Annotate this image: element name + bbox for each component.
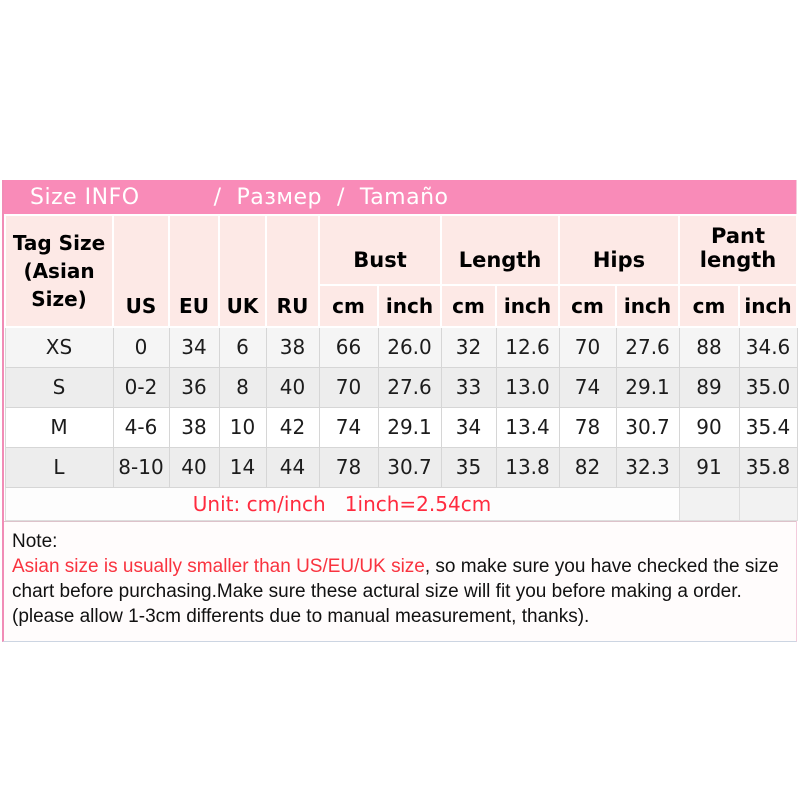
- col-header-hips: Hips: [559, 215, 679, 285]
- pant-cm-header: cm: [679, 285, 739, 327]
- table-row-xs: [5, 327, 797, 367]
- note-rest-text: , so make sure you have checked the size chart before purchasing.Make sure these actural size will fit you before making a order.(please allow 1-3cm differents due to manual measurement, thanks).: [12, 555, 779, 627]
- cell-pant-inch: 35.4: [739, 407, 797, 447]
- title-translations: / Размер / Tamaño: [213, 184, 449, 210]
- title-bar: [4, 180, 796, 214]
- cell-eu: 34: [169, 327, 219, 367]
- cell-length-inch: 12.6: [496, 327, 559, 367]
- col-header-uk: UK: [219, 215, 266, 327]
- cell-pant-inch: 35.0: [739, 367, 797, 407]
- cell-pant-cm: 91: [679, 447, 739, 487]
- cell-eu: 38: [169, 407, 219, 447]
- cell-length-inch: 13.4: [496, 407, 559, 447]
- col-header-pant-length: Pant length: [679, 215, 797, 285]
- cell-bust-cm: 74: [319, 407, 378, 447]
- cell-bust-cm: 70: [319, 367, 378, 407]
- cell-length-inch: 13.0: [496, 367, 559, 407]
- cell-length-cm: 33: [441, 367, 496, 407]
- cell-pant-cm: 88: [679, 327, 739, 367]
- cell-hips-cm: 78: [559, 407, 616, 447]
- cell-length-cm: 35: [441, 447, 496, 487]
- note-label: Note:: [12, 530, 58, 552]
- col-header-length: Length: [441, 215, 559, 285]
- cell-us: 0-2: [113, 367, 169, 407]
- col-header-bust: Bust: [319, 215, 441, 285]
- cell-hips-inch: 27.6: [616, 327, 679, 367]
- cell-us: 8-10: [113, 447, 169, 487]
- cell-bust-inch: 29.1: [378, 407, 441, 447]
- note-body: [12, 554, 786, 629]
- cell-pant-inch: 35.8: [739, 447, 797, 487]
- cell-tag: S: [5, 367, 113, 407]
- cell-length-cm: 32: [441, 327, 496, 367]
- note-red-text: Asian size is usually smaller than US/EU/UK size: [12, 555, 425, 577]
- note-section: [4, 521, 796, 641]
- cell-us: 4-6: [113, 407, 169, 447]
- unit-note: Unit: cm/inch 1inch=2.54cm: [5, 487, 679, 520]
- length-inch-header: inch: [496, 285, 559, 327]
- unit-row-blank-cell: [679, 487, 739, 520]
- cell-hips-cm: 70: [559, 327, 616, 367]
- cell-hips-inch: 32.3: [616, 447, 679, 487]
- size-table: [4, 214, 798, 521]
- cell-eu: 36: [169, 367, 219, 407]
- table-row-l: [5, 447, 797, 487]
- cell-uk: 10: [219, 407, 266, 447]
- cell-uk: 14: [219, 447, 266, 487]
- cell-bust-cm: 78: [319, 447, 378, 487]
- col-header-eu: EU: [169, 215, 219, 327]
- cell-ru: 40: [266, 367, 319, 407]
- cell-pant-cm: 89: [679, 367, 739, 407]
- cell-ru: 44: [266, 447, 319, 487]
- hips-inch-header: inch: [616, 285, 679, 327]
- cell-pant-inch: 34.6: [739, 327, 797, 367]
- cell-bust-inch: 30.7: [378, 447, 441, 487]
- cell-length-inch: 13.8: [496, 447, 559, 487]
- col-header-ru: RU: [266, 215, 319, 327]
- cell-tag: M: [5, 407, 113, 447]
- cell-bust-cm: 66: [319, 327, 378, 367]
- table-row-m: [5, 407, 797, 447]
- cell-hips-inch: 29.1: [616, 367, 679, 407]
- cell-tag: XS: [5, 327, 113, 367]
- cell-pant-cm: 90: [679, 407, 739, 447]
- cell-bust-inch: 27.6: [378, 367, 441, 407]
- cell-hips-cm: 82: [559, 447, 616, 487]
- col-header-us: US: [113, 215, 169, 327]
- cell-uk: 8: [219, 367, 266, 407]
- cell-ru: 42: [266, 407, 319, 447]
- pant-inch-header: inch: [739, 285, 797, 327]
- cell-uk: 6: [219, 327, 266, 367]
- table-row-s: [5, 367, 797, 407]
- cell-ru: 38: [266, 327, 319, 367]
- size-chart-sheet: [2, 180, 797, 642]
- length-cm-header: cm: [441, 285, 496, 327]
- cell-eu: 40: [169, 447, 219, 487]
- cell-length-cm: 34: [441, 407, 496, 447]
- unit-row-blank-cell: [739, 487, 797, 520]
- unit-row: [5, 487, 797, 520]
- cell-bust-inch: 26.0: [378, 327, 441, 367]
- cell-us: 0: [113, 327, 169, 367]
- bust-cm-header: cm: [319, 285, 378, 327]
- cell-hips-inch: 30.7: [616, 407, 679, 447]
- title-left: Size INFO: [30, 184, 140, 210]
- header-group-row: [5, 215, 797, 285]
- bust-inch-header: inch: [378, 285, 441, 327]
- cell-tag: L: [5, 447, 113, 487]
- col-header-tag-size: Tag Size (Asian Size): [5, 215, 113, 327]
- cell-hips-cm: 74: [559, 367, 616, 407]
- hips-cm-header: cm: [559, 285, 616, 327]
